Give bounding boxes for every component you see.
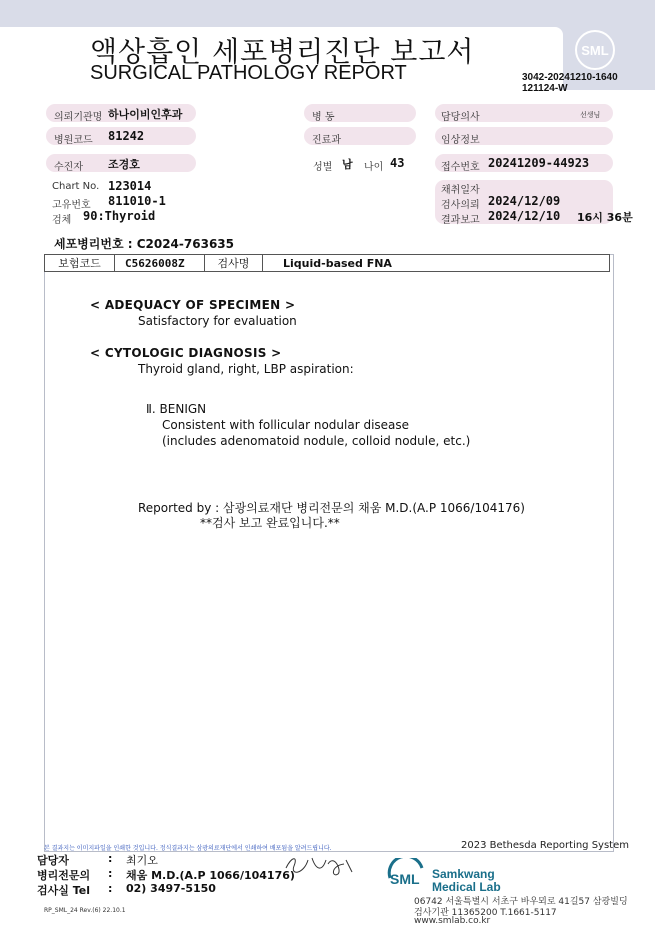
lab-name-line1: Samkwang [432, 867, 495, 881]
lab-address: 06742 서울특별시 서초구 바우뫼로 41길57 삼광빌딩 [414, 897, 628, 907]
image-print-notice: 본 결과지는 이미지파일을 인쇄한 것입니다. 정식결과지는 삼광의료재단에서 인쇄하여 배포됨을 알려드립니다. [44, 845, 332, 852]
manager-colon: : [108, 852, 113, 865]
svg-text:SML: SML [390, 871, 420, 887]
lab-name [432, 868, 501, 894]
insurance-row [44, 254, 610, 272]
unique-value: 811010-1 [108, 194, 166, 208]
tel-value: 02) 3497-5150 [126, 882, 216, 895]
tel-colon: : [108, 882, 113, 895]
hospcode-label: 병원코드 [54, 135, 93, 146]
cytology-number: 세포병리번호 : C2024-763635 [54, 237, 234, 251]
doctor-label: 담당의사 [441, 112, 480, 123]
report-box [44, 254, 614, 852]
result-time: 16시 36분 [577, 211, 633, 224]
hospital-label: 의뢰기관명 [54, 112, 103, 123]
specimen-value: 90:Thyroid [83, 209, 156, 223]
recipient-value: 조경호 [108, 158, 140, 171]
lab-agency: 검사기관 11365200 T.1661-5117 [414, 908, 557, 918]
insurance-code-label: 보험코드 [45, 255, 115, 271]
age-label: 나이 [364, 162, 384, 173]
test-name-value: Liquid-based FNA [283, 256, 392, 270]
hospital-value: 하나이비인후과 [108, 108, 183, 121]
request-value: 2024/12/09 [488, 194, 561, 208]
unique-label: 고유번호 [52, 200, 91, 211]
receipt-label: 접수번호 [441, 162, 480, 173]
sex-label: 성별 [313, 162, 333, 173]
chart-value: 123014 [108, 179, 152, 193]
signature-icon [282, 850, 358, 880]
age-value: 43 [390, 156, 405, 170]
chart-label: Chart No. [52, 181, 100, 192]
logo-text: SML [581, 42, 609, 58]
diagnosis-heading: < CYTOLOGIC DIAGNOSIS > [90, 346, 282, 360]
dept-label: 진료과 [312, 135, 341, 146]
receipt-value: 20241209-44923 [488, 156, 590, 170]
diagnosis-line-1: Consistent with follicular nodular disease [162, 418, 410, 432]
tel-label: 검사실 Tel [37, 884, 90, 897]
test-name-label: 검사명 [205, 255, 263, 271]
adequacy-heading: < ADEQUACY OF SPECIMEN > [90, 298, 296, 312]
manager-label: 담당자 [37, 854, 69, 867]
form-code: RP_SML_24 Rev.(6) 22.10.1 [44, 907, 126, 914]
manager-value: 최기오 [126, 854, 158, 867]
lab-name-line2: Medical Lab [432, 880, 501, 894]
diagnosis-category: Ⅱ. BENIGN [146, 402, 207, 416]
report-id [522, 72, 618, 94]
report-title-korean: 액상흡인 세포병리진단 보고서 [90, 35, 475, 68]
pathologist-value: 채움 M.D.(A.P 1066/104176) [126, 869, 295, 882]
recipient-label: 수진자 [54, 162, 83, 173]
diagnosis-site: Thyroid gland, right, LBP aspiration: [138, 362, 354, 376]
request-label: 검사의뢰 [441, 200, 480, 211]
report-id-line1: 3042-20241210-1640 [522, 72, 618, 83]
doctor-value: 선생님 [580, 111, 601, 119]
sex-value: 남 [342, 158, 353, 171]
hospcode-value: 81242 [108, 129, 145, 143]
bethesda-system: 2023 Bethesda Reporting System [461, 840, 629, 851]
reported-by: Reported by : 삼광의료재단 병리전문의 채움 M.D.(A.P 1066/104176) [138, 501, 525, 515]
report-id-line2: 121124-W [522, 83, 568, 94]
sml-header-logo [575, 30, 615, 70]
report-complete: **검사 보고 완료입니다.** [200, 516, 340, 530]
insurance-code-value: C5626008Z [115, 255, 205, 271]
result-value: 2024/12/10 [488, 209, 561, 223]
pathologist-colon: : [108, 867, 113, 880]
lab-website: www.smlab.co.kr [414, 916, 491, 925]
result-label: 결과보고 [441, 215, 480, 226]
report-title-english: SURGICAL PATHOLOGY REPORT [90, 62, 407, 84]
clinical-label: 임상정보 [441, 135, 480, 146]
ward-label: 병 동 [312, 112, 335, 123]
collect-label: 채취일자 [441, 185, 480, 196]
diagnosis-line-2: (includes adenomatoid nodule, colloid nodule, etc.) [162, 434, 471, 448]
pathologist-label: 병리전문의 [37, 869, 91, 882]
specimen-label: 검체 [52, 215, 72, 226]
adequacy-text: Satisfactory for evaluation [138, 314, 297, 328]
sml-lab-logo-icon [386, 858, 426, 888]
